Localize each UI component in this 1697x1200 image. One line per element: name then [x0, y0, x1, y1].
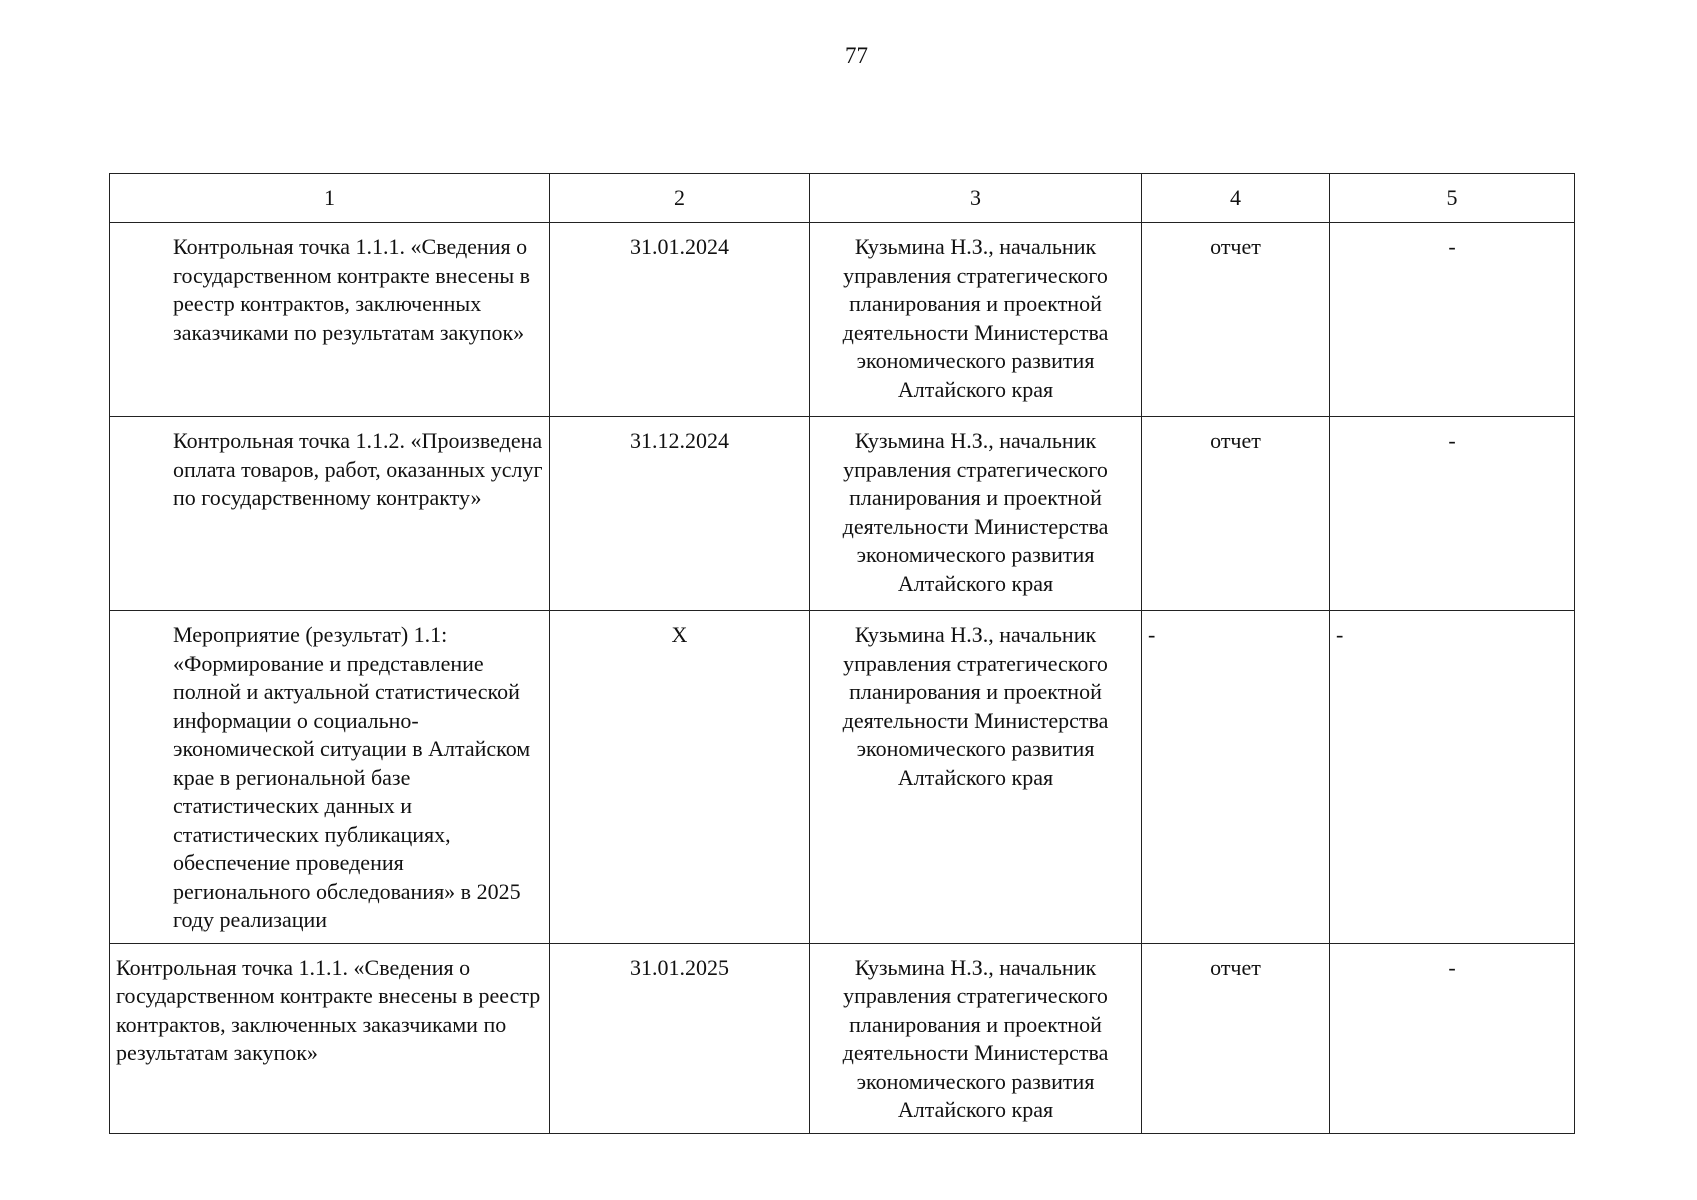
control-point-description: Контрольная точка 1.1.2. «Произведена оплата товаров, работ, оказанных услуг по государственному контракту» [110, 417, 550, 611]
responsible-person: Кузьмина Н.З., начальник управления стратегического планирования и проектной деятельности Министерства экономического развития Алтайского края [810, 223, 1142, 417]
column-5-value: - [1330, 223, 1575, 417]
table-header-row [110, 174, 1575, 223]
column-header-5: 5 [1330, 174, 1575, 223]
control-point-description: Контрольная точка 1.1.1. «Сведения о государственном контракте внесены в реестр контрактов, заключенных заказчиками по результатам закупок» [110, 943, 550, 1133]
due-date: 31.01.2025 [550, 943, 810, 1133]
column-header-3: 3 [810, 174, 1142, 223]
activity-description: Мероприятие (результат) 1.1: «Формирование и представление полной и актуальной статистической информации о социально-экономической ситуации в Алтайском крае в региональной базе статистических данных и статистических публикациях, обеспечение проведения регионального обследования» в 2025 году реализации [110, 611, 550, 944]
due-date: X [550, 611, 810, 944]
table-row [110, 611, 1575, 944]
column-5-value: - [1330, 611, 1575, 944]
document-type: отчет [1142, 417, 1330, 611]
column-header-4: 4 [1142, 174, 1330, 223]
control-point-description: Контрольная точка 1.1.1. «Сведения о государственном контракте внесены в реестр контрактов, заключенных заказчиками по результатам закупок» [110, 223, 550, 417]
document-type: - [1142, 611, 1330, 944]
table-row [110, 417, 1575, 611]
responsible-person: Кузьмина Н.З., начальник управления стратегического планирования и проектной деятельности Министерства экономического развития Алтайского края [810, 943, 1142, 1133]
column-header-2: 2 [550, 174, 810, 223]
document-type: отчет [1142, 223, 1330, 417]
column-5-value: - [1330, 943, 1575, 1133]
table-row [110, 943, 1575, 1133]
page-number: 77 [845, 43, 868, 68]
responsible-person: Кузьмина Н.З., начальник управления стратегического планирования и проектной деятельности Министерства экономического развития Алтайского края [810, 417, 1142, 611]
control-points-table [109, 173, 1575, 1134]
due-date: 31.01.2024 [550, 223, 810, 417]
responsible-person: Кузьмина Н.З., начальник управления стратегического планирования и проектной деятельности Министерства экономического развития Алтайского края [810, 611, 1142, 944]
table-row [110, 223, 1575, 417]
column-5-value: - [1330, 417, 1575, 611]
column-header-1: 1 [110, 174, 550, 223]
document-type: отчет [1142, 943, 1330, 1133]
due-date: 31.12.2024 [550, 417, 810, 611]
